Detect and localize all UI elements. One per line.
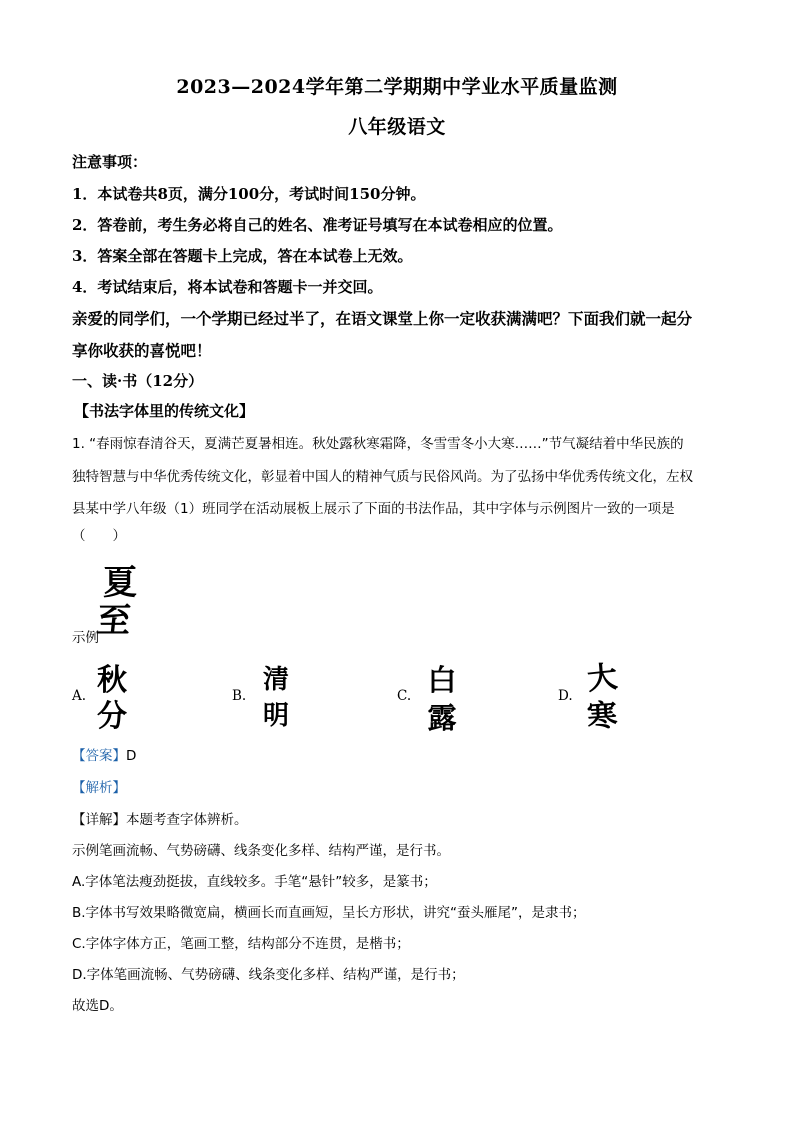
option-a-char-1: 秋 <box>97 663 127 698</box>
notice-item: 4．考试结束后，将本试卷和答题卡一并交回。 <box>72 278 383 296</box>
option-b-calligraphy-image <box>254 660 298 730</box>
option-d-char-1: 大 <box>585 659 620 698</box>
detail-intro: 本题考查字体辨析。 <box>126 812 248 828</box>
option-c-char-1: 白 <box>427 663 457 697</box>
question-blank: （ ） <box>72 528 126 544</box>
option-label-b: B. <box>232 688 247 704</box>
explanation-line: 示例笔画流畅、气势磅礴、线条变化多样、结构严谨，是行书。 <box>72 843 450 859</box>
question-text: 1. “春雨惊春清谷天，夏满芒夏暑相连。秋处露秋寒霜降，冬雪雪冬小大寒……”节气凝结着中华民族的 <box>72 436 684 452</box>
exam-title: 2023—2024学年第二学期期中学业水平质量监测 <box>176 76 618 98</box>
notice-item: 2．答卷前，考生务必将自己的姓名、准考证号填写在本试卷相应的位置。 <box>72 216 563 234</box>
option-b-char-1: 清 <box>262 665 290 695</box>
section-topic: 【书法字体里的传统文化】 <box>74 402 255 420</box>
question-text: 县某中学八年级（1）班同学在活动展板上展示了下面的书法作品，其中字体与示例图片一致的一项是 <box>72 501 675 517</box>
option-a-char-2: 分 <box>97 699 127 734</box>
explanation-line: B.字体书写效果略微宽扁，横画长而直画短，呈长方形状，讲究“蚕头雁尾”，是隶书； <box>72 905 586 921</box>
detail-tag: 【详解】 <box>72 812 126 828</box>
option-c-char-2: 露 <box>427 701 457 735</box>
answer-value: D <box>126 748 137 764</box>
example-char-1: 夏 <box>103 563 137 603</box>
explanation-line: D.字体笔画流畅、气势磅礴、线条变化多样、结构严谨，是行书； <box>72 967 465 983</box>
example-calligraphy-image <box>94 560 140 641</box>
analysis-tag: 【解析】 <box>72 780 126 796</box>
explanation-line: A.字体笔法瘦劲挺拔，直线较多。手笔“悬针”较多，是篆书； <box>72 874 437 890</box>
answer-line <box>72 744 136 764</box>
option-label-a: A. <box>72 688 87 704</box>
answer-tag: 【答案】 <box>72 748 126 764</box>
section-heading: 一、读·书（12分） <box>72 372 204 390</box>
example-label: 示例 <box>72 630 99 646</box>
intro-line: 享你收获的喜悦吧！ <box>72 341 212 360</box>
option-d-calligraphy-image <box>580 656 624 734</box>
notice-item: 3．答案全部在答题卡上完成，答在本试卷上无效。 <box>72 247 413 265</box>
option-label-c: C. <box>397 688 412 704</box>
exam-subtitle: 八年级语文 <box>348 116 446 138</box>
explanation-line: C.字体字体方正，笔画工整，结构部分不连贯，是楷书； <box>72 936 410 952</box>
option-c-calligraphy-image <box>420 660 464 734</box>
detail-line <box>72 808 248 828</box>
example-char-2: 至 <box>94 601 133 641</box>
option-label-d: D. <box>558 688 573 704</box>
option-d-char-2: 寒 <box>585 697 619 735</box>
intro-line: 亲爱的同学们，一个学期已经过半了，在语文课堂上你一定收获满满吧？下面我们就一起分 <box>72 309 693 328</box>
notice-heading: 注意事项： <box>72 153 148 171</box>
option-b-char-2: 明 <box>262 701 290 731</box>
option-a-calligraphy-image <box>92 658 132 732</box>
question-text: 独特智慧与中华优秀传统文化，彰显着中国人的精神气质与民俗风尚。为了弘扬中华优秀传统文化，左权 <box>72 469 693 485</box>
notice-item: 1．本试卷共8页，满分100分，考试时间150分钟。 <box>72 185 426 203</box>
explanation-line: 故选D。 <box>72 998 123 1014</box>
